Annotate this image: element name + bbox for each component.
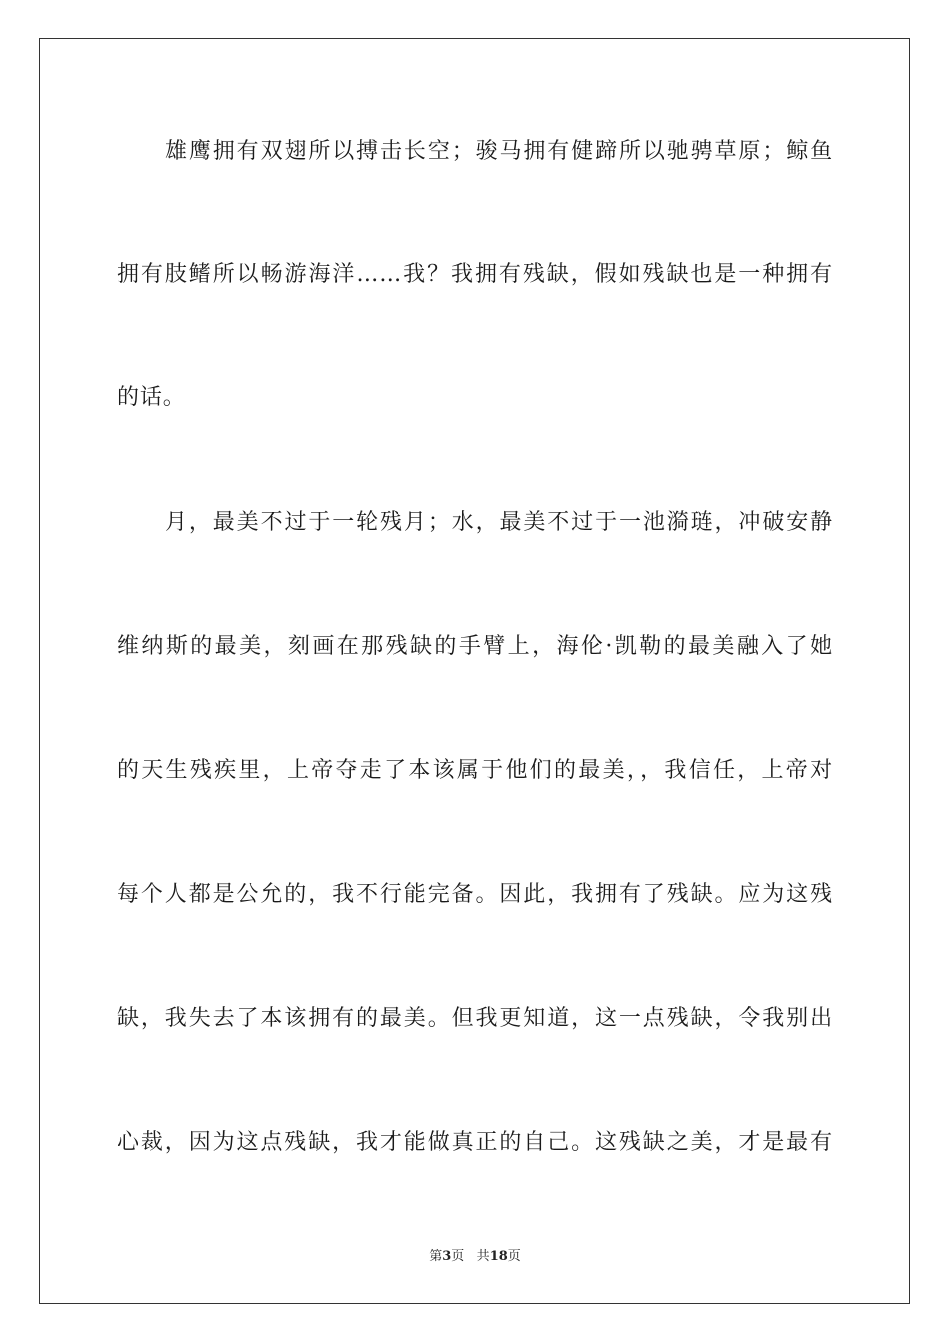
paragraph-2-line-2: 维纳斯的最美，刻画在那残缺的手臂上，海伦·凯勒的最美融入了她 — [117, 634, 833, 659]
paragraph-1-line-1: 雄鹰拥有双翅所以搏击长空；骏马拥有健蹄所以驰骋草原；鲸鱼 — [165, 139, 833, 164]
paragraph-2-line-5: 缺，我失去了本该拥有的最美。但我更知道，这一点残缺，令我别出 — [117, 1006, 833, 1031]
paragraph-1-line-3: 的话。 — [117, 385, 186, 410]
paragraph-2-line-6: 心裁，因为这点残缺，我才能做真正的自己。这残缺之美，才是最有 — [117, 1130, 833, 1155]
footer-page-suffix: 页 — [451, 1249, 465, 1264]
page-border — [39, 38, 910, 1304]
paragraph-1-line-2: 拥有肢鳍所以畅游海洋……我？我拥有残缺，假如残缺也是一种拥有 — [117, 262, 833, 287]
page-footer — [0, 1249, 950, 1265]
footer-total-suffix: 页 — [507, 1249, 521, 1264]
footer-total-pages: 18 — [489, 1249, 508, 1264]
paragraph-2-line-4: 每个人都是公允的，我不行能完备。因此，我拥有了残缺。应为这残 — [117, 882, 833, 907]
footer-total-prefix: 共 — [476, 1249, 490, 1264]
footer-page-number: 3 — [442, 1249, 452, 1264]
footer-page-prefix: 第 — [429, 1249, 443, 1264]
paragraph-2-line-1: 月，最美不过于一轮残月；水，最美不过于一池漪琏，冲破安静 — [165, 510, 833, 535]
paragraph-2-line-3: 的天生残疾里，上帝夺走了本该属于他们的最美，，我信任，上帝对 — [117, 758, 833, 783]
